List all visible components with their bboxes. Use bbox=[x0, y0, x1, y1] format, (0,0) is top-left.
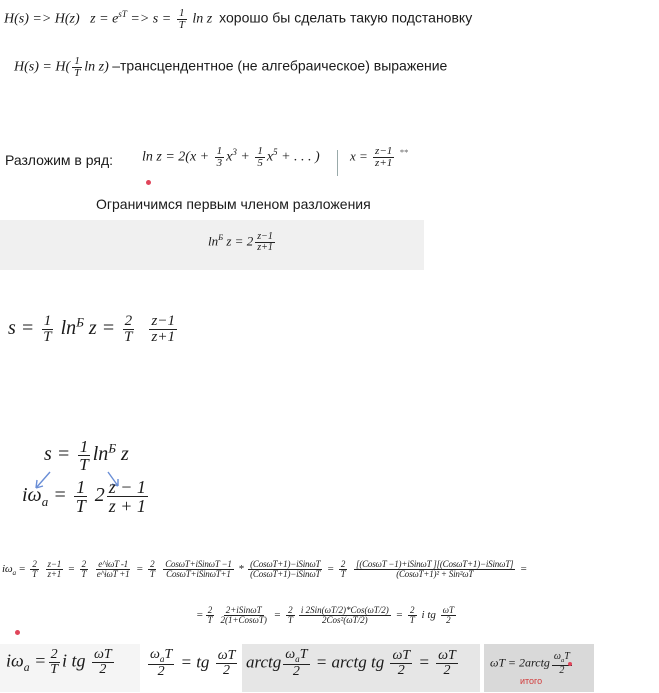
big1-frac2 bbox=[122, 314, 134, 345]
big1-frac3-num: z−1 bbox=[151, 313, 175, 329]
long1-t6-num: CosωT+iSinωT −1 bbox=[165, 559, 232, 569]
b2-omega-sub: а bbox=[159, 653, 165, 664]
line2-frac-num: 1 bbox=[74, 55, 80, 67]
long1-t4-den: e^iωT +1 bbox=[96, 569, 130, 579]
series-x5-sup: 5 bbox=[273, 147, 278, 158]
approx-expr bbox=[208, 232, 277, 253]
long-derivation-2 bbox=[196, 606, 458, 625]
series-x-frac bbox=[373, 146, 394, 169]
line1-mid-sup: sT bbox=[118, 9, 127, 20]
line1-arrow: => s = bbox=[130, 11, 172, 27]
b3-frac2-den: 2 bbox=[397, 662, 405, 678]
approx-mid: z = 2 bbox=[226, 233, 254, 249]
long2-b-num: 2+iSinωT bbox=[225, 605, 262, 615]
b2-frac1-den: 2 bbox=[157, 663, 165, 679]
bottom-formula-2 bbox=[146, 648, 239, 679]
approx-ln: ln bbox=[208, 233, 219, 249]
long2-c-num: 2 bbox=[288, 605, 293, 615]
b4-omega-sub: а bbox=[560, 657, 565, 664]
b1-frac2-den: 2 bbox=[99, 662, 107, 677]
long1-t6 bbox=[163, 560, 233, 579]
series-frac2-num: 1 bbox=[257, 145, 263, 157]
series-x-def bbox=[350, 146, 408, 169]
pointer-dot-1 bbox=[146, 180, 151, 185]
long1-eq5: = bbox=[519, 563, 528, 576]
line1-frac bbox=[177, 8, 187, 31]
b3-omega: ω bbox=[285, 647, 296, 662]
series-tail: + . . . ) bbox=[281, 149, 320, 165]
b2-omega: ω bbox=[150, 647, 160, 662]
itogo-label: итого bbox=[520, 676, 543, 686]
big3-two: 2 bbox=[94, 484, 105, 507]
big1-z: z = bbox=[88, 317, 116, 340]
series-frac2 bbox=[255, 146, 265, 169]
b3-frac2 bbox=[390, 649, 412, 678]
long2-b-den: 2(1+CosωT) bbox=[220, 615, 267, 625]
long2-d bbox=[299, 606, 391, 625]
long1-lhs-sub: а bbox=[12, 569, 16, 578]
long2-c bbox=[286, 606, 295, 625]
series-marks: ** bbox=[399, 147, 408, 158]
b1-frac1 bbox=[48, 648, 60, 677]
big1-frac1-den: T bbox=[43, 329, 52, 345]
b3-eq2: = bbox=[418, 652, 430, 672]
line2-frac-den: T bbox=[74, 67, 81, 79]
big-formula-3 bbox=[22, 478, 150, 515]
big2-frac-den: T bbox=[79, 455, 89, 474]
long1-t1-num: 2 bbox=[32, 559, 37, 569]
b4-lhs: ωT = 2arctg bbox=[490, 655, 550, 670]
big3-lhs: iω bbox=[22, 484, 42, 507]
series-x3-sup: 3 bbox=[232, 147, 237, 158]
long2-a-den: T bbox=[207, 615, 213, 625]
b2-eq: = tg bbox=[180, 652, 210, 672]
b3-frac3-num: ωT bbox=[438, 647, 456, 663]
b3-arctg: arctg bbox=[246, 652, 282, 672]
big3-lhs-sub: а bbox=[41, 494, 49, 510]
line1-frac-den: T bbox=[178, 19, 185, 31]
long2-c-den: T bbox=[287, 615, 293, 625]
long2-f bbox=[441, 606, 456, 625]
big1-s: s = bbox=[8, 317, 35, 340]
bottom-formula-1 bbox=[6, 648, 116, 677]
big1-frac2-den: T bbox=[124, 329, 133, 345]
b2-T: T bbox=[164, 647, 173, 662]
long1-eq4: = bbox=[326, 563, 335, 576]
line1-lnz: ln z bbox=[192, 11, 213, 27]
big2-frac-num: 1 bbox=[79, 437, 89, 456]
approx-frac bbox=[255, 232, 275, 253]
approx-den: z+1 bbox=[257, 242, 273, 253]
b3-T: T bbox=[299, 647, 308, 662]
series-separator bbox=[337, 150, 338, 176]
big1-ln: ln bbox=[60, 317, 77, 340]
line2-frac bbox=[72, 56, 82, 79]
long1-t5 bbox=[148, 560, 157, 579]
long1-t4 bbox=[95, 560, 132, 579]
long1-lhs: iω bbox=[2, 563, 13, 576]
long2-f-den: 2 bbox=[446, 615, 451, 625]
long1-times: * bbox=[238, 563, 244, 576]
series-plus: + bbox=[240, 149, 250, 165]
long1-t2 bbox=[46, 560, 63, 579]
big3-frac1-num: 1 bbox=[76, 477, 86, 497]
approx-num: z−1 bbox=[257, 231, 273, 242]
long1-t3-den: T bbox=[81, 569, 87, 579]
long2-d-num: i 2Sin(ωT/2)*Cos(ωT/2) bbox=[300, 605, 389, 615]
big3-frac2 bbox=[107, 478, 148, 515]
big1-frac3-den: z+1 bbox=[151, 329, 175, 345]
long1-t8-num: 2 bbox=[340, 559, 346, 569]
long1-t2-den: z+1 bbox=[47, 569, 62, 579]
b1-frac2-num: ωT bbox=[94, 647, 112, 662]
pointer-dot-3 bbox=[568, 662, 572, 666]
long-derivation-1 bbox=[2, 560, 527, 579]
b1-itg: i tg bbox=[62, 650, 86, 671]
bottom-formula-4 bbox=[490, 652, 574, 676]
b1-frac2 bbox=[92, 648, 114, 677]
series-x3: x bbox=[226, 149, 233, 165]
long2-d-den: 2Cos²(ωT/2) bbox=[322, 615, 368, 625]
big2-ln-sup: Б bbox=[108, 440, 116, 456]
line2-rhs: ln z) bbox=[84, 59, 109, 75]
b3-frac1-num bbox=[283, 648, 309, 665]
line1-note: хорошо бы сделать такую подстановку bbox=[219, 9, 473, 26]
series-frac2-den: 5 bbox=[257, 157, 263, 169]
line2-note: –трансцендентное (не алгебраическое) выражение bbox=[112, 57, 448, 74]
long1-eq: = bbox=[18, 563, 26, 576]
long2-e-den: T bbox=[409, 615, 415, 625]
line1-frac-num: 1 bbox=[179, 7, 185, 19]
big3-frac2-den: z + 1 bbox=[108, 496, 146, 516]
long2-itg: i tg bbox=[421, 609, 436, 622]
long1-t2-num: z−1 bbox=[47, 559, 62, 569]
b3-frac2-num: ωT bbox=[392, 647, 411, 663]
b4-frac-den: 2 bbox=[559, 664, 565, 676]
line1 bbox=[4, 8, 472, 31]
series-x5: x bbox=[266, 149, 274, 165]
b1-sub: а bbox=[23, 661, 30, 675]
series-x-num: z−1 bbox=[375, 145, 393, 157]
big3-frac1 bbox=[74, 478, 88, 515]
approx-ln-sup: Б bbox=[218, 232, 224, 243]
b3-frac3 bbox=[436, 649, 458, 678]
long1-t5-den: T bbox=[149, 569, 155, 579]
b3-frac1 bbox=[283, 648, 309, 679]
b1-frac1-num: 2 bbox=[50, 647, 58, 662]
long1-t9-num: [(CosωT −1)+iSinωT ][(CosωT+1)−iSinωT] bbox=[356, 559, 514, 569]
line1-left: H(s) => H(z) bbox=[4, 11, 80, 27]
series-expr-a: ln z = 2(x + bbox=[142, 149, 210, 165]
long2-eq2: = bbox=[273, 609, 282, 622]
first-term-note: Ограничимся первым членом разложения bbox=[96, 196, 371, 212]
big1-frac1 bbox=[41, 314, 53, 345]
long1-t3-num: 2 bbox=[81, 559, 86, 569]
big-formula-1 bbox=[8, 314, 179, 345]
b3-frac3-den: 2 bbox=[443, 662, 451, 678]
big3-frac1-den: T bbox=[75, 496, 86, 516]
big2-s: s = bbox=[44, 443, 71, 466]
b3-omega-sub: а bbox=[295, 653, 300, 664]
big1-ln-sup: Б bbox=[76, 314, 84, 330]
series-x-den: z+1 bbox=[375, 157, 393, 169]
line2-lhs: H(s) = H( bbox=[14, 59, 71, 75]
long1-t9 bbox=[354, 560, 515, 579]
long2-eq3: = bbox=[395, 609, 403, 622]
long1-t9-den: (CosωT+1)² + Sin²ωT bbox=[396, 569, 474, 579]
long1-t6-den: CosωT+iSinωT+1 bbox=[166, 569, 231, 579]
series-expr bbox=[142, 146, 320, 169]
series-frac1 bbox=[215, 146, 225, 169]
big2-ln: ln bbox=[92, 443, 109, 466]
long1-eq2: = bbox=[67, 563, 75, 576]
series-frac1-den: 3 bbox=[216, 157, 223, 169]
b2-frac1-num bbox=[148, 648, 174, 665]
line1-mid: z = e bbox=[90, 11, 119, 27]
long1-t8 bbox=[339, 560, 348, 579]
big2-z: z bbox=[120, 443, 129, 466]
b3-frac1-den: 2 bbox=[292, 663, 300, 679]
long2-b bbox=[218, 606, 268, 625]
b2-frac1 bbox=[148, 648, 174, 679]
long2-eq: = bbox=[196, 609, 204, 622]
long2-f-num: ωT bbox=[442, 605, 455, 615]
long1-t7-num: (CosωT+1)−iSinωT bbox=[250, 559, 321, 569]
series-x-eq: x = bbox=[350, 148, 368, 164]
b2-frac2 bbox=[216, 649, 238, 678]
b4-omega: ω bbox=[553, 651, 561, 662]
long1-t1 bbox=[30, 560, 39, 579]
long1-t8-den: T bbox=[340, 569, 346, 579]
series-label: Разложим в ряд: bbox=[5, 152, 114, 168]
big1-frac1-num: 1 bbox=[43, 313, 52, 329]
b2-frac2-den: 2 bbox=[223, 662, 231, 678]
long1-t4-num: e^iωT -1 bbox=[98, 559, 128, 569]
long1-t7 bbox=[248, 560, 322, 579]
long1-t3 bbox=[79, 560, 88, 579]
b1-lhs: iω bbox=[6, 650, 24, 671]
long2-e-num: 2 bbox=[410, 605, 415, 615]
line2 bbox=[14, 56, 447, 79]
long1-eq3: = bbox=[136, 563, 144, 576]
big1-frac3 bbox=[149, 314, 176, 345]
long2-a bbox=[205, 606, 214, 625]
big1-frac2-num: 2 bbox=[124, 313, 133, 329]
b1-frac1-den: T bbox=[50, 662, 59, 677]
b1-eq: = bbox=[34, 650, 47, 671]
pointer-dot-2 bbox=[15, 630, 20, 635]
long1-t1-den: T bbox=[32, 569, 37, 579]
long2-a-num: 2 bbox=[207, 605, 213, 615]
long2-e bbox=[408, 606, 417, 625]
big3-eq: = bbox=[53, 484, 67, 507]
long1-t7-den: (CosωT+1)−iSinωT bbox=[250, 569, 321, 579]
b2-frac2-num: ωT bbox=[217, 647, 236, 663]
long1-t5-num: 2 bbox=[150, 559, 155, 569]
b3-eq: = arctg tg bbox=[315, 652, 385, 672]
big3-frac2-num: z − 1 bbox=[108, 477, 146, 497]
bottom-formula-3 bbox=[246, 648, 460, 679]
b4-T: T bbox=[564, 651, 570, 662]
series-frac1-num: 1 bbox=[216, 145, 223, 157]
